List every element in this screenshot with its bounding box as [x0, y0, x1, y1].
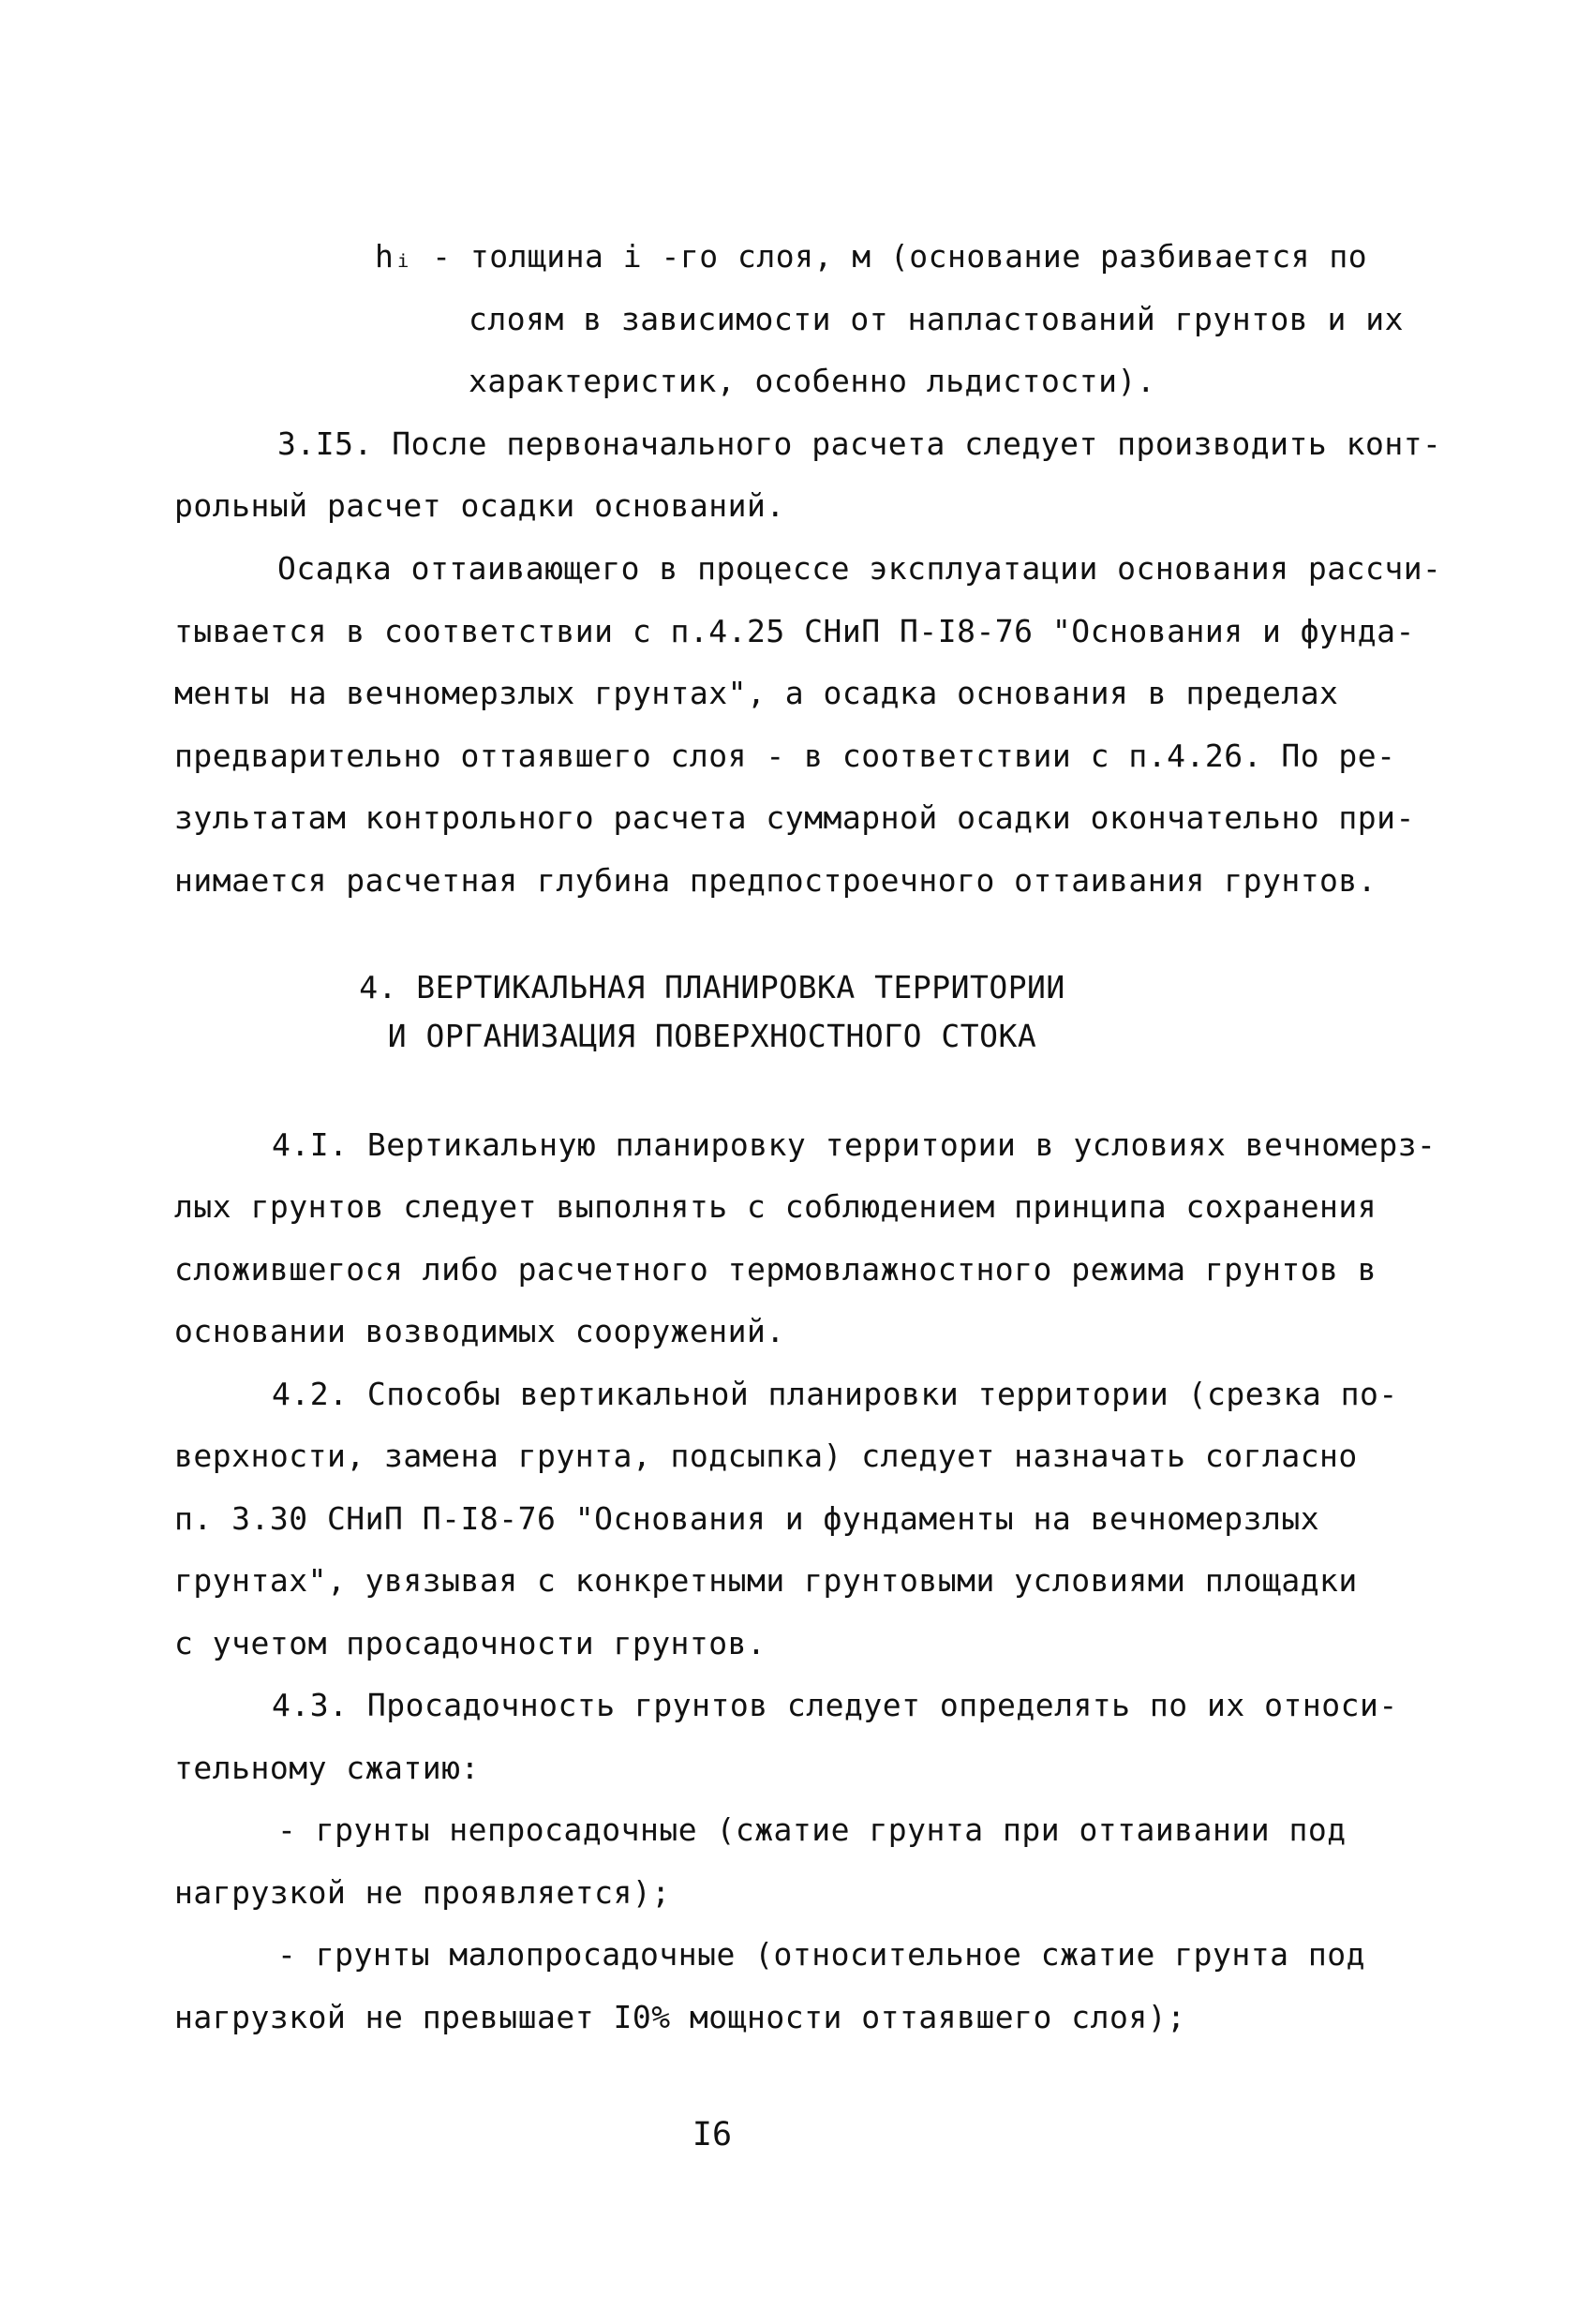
paragraph-start-line: 4.2. Способы вертикальной планировки территории (срезка по-	[272, 1376, 1398, 1412]
text-line: рольный расчет осадки оснований.	[174, 487, 785, 524]
text-line: п. 3.30 СНиП П-I8-76 "Основания и фундаменты на вечномерзлых	[174, 1500, 1320, 1537]
text-line: характеристик, особенно льдистости).	[469, 363, 1156, 399]
text-line: нимается расчетная глубина предпостроечного оттаивания грунтов.	[174, 862, 1377, 899]
list-item-line: - грунты малопросадочные (относительное сжатие грунта под	[277, 1936, 1365, 1973]
page-number: I6	[692, 2116, 733, 2153]
text-line: верхности, замена грунта, подсыпка) следует назначать согласно	[174, 1438, 1358, 1474]
text-line: тельному сжатию:	[174, 1750, 480, 1786]
heading-line: 4. ВЕРТИКАЛЬНАЯ ПЛАНИРОВКА ТЕРРИТОРИИ	[359, 969, 1065, 1006]
text-line: основании возводимых сооружений.	[174, 1313, 785, 1349]
text-line: слоям в зависимости от напластований грунтов и их	[469, 301, 1405, 337]
paragraph-start-line: 3.I5. После первоначального расчета следует производить конт-	[277, 425, 1442, 462]
text-line: hᵢ - толщина i -го слоя, м (основание разбивается по	[375, 238, 1368, 275]
text-line: тывается в соответствии с п.4.25 СНиП П-I8-76 "Основания и фунда-	[174, 613, 1415, 649]
text-line: зультатам контрольного расчета суммарной осадки окончательно при-	[174, 799, 1415, 836]
text-line: грунтах", увязывая с конкретными грунтовыми условиями площадки	[174, 1562, 1358, 1599]
text-line: лых грунтов следует выполнять с соблюдением принципа сохранения	[174, 1188, 1377, 1225]
list-item-line: - грунты непросадочные (сжатие грунта при оттаивании под	[277, 1811, 1347, 1848]
text-line: нагрузкой не превышает I0% мощности оттаявшего слоя);	[174, 1999, 1186, 2035]
text-line: предварительно оттаявшего слоя - в соответствии с п.4.26. По ре-	[174, 737, 1396, 774]
heading-line: И ОРГАНИЗАЦИЯ ПОВЕРХНОСТНОГО СТОКА	[387, 1018, 1037, 1054]
paragraph-start-line: Осадка оттаивающего в процессе эксплуатации основания рассчи-	[277, 550, 1442, 587]
text-line: сложившегося либо расчетного термовлажностного режима грунтов в	[174, 1251, 1377, 1288]
text-line: нагрузкой не проявляется);	[174, 1874, 671, 1911]
paragraph-start-line: 4.I. Вертикальную планировку территории в условиях вечномерз-	[272, 1126, 1437, 1163]
text-line: менты на вечномерзлых грунтах", а осадка основания в пределах	[174, 675, 1339, 711]
paragraph-start-line: 4.3. Просадочность грунтов следует определять по их относи-	[272, 1687, 1398, 1723]
text-line: с учетом просадочности грунтов.	[174, 1625, 767, 1661]
